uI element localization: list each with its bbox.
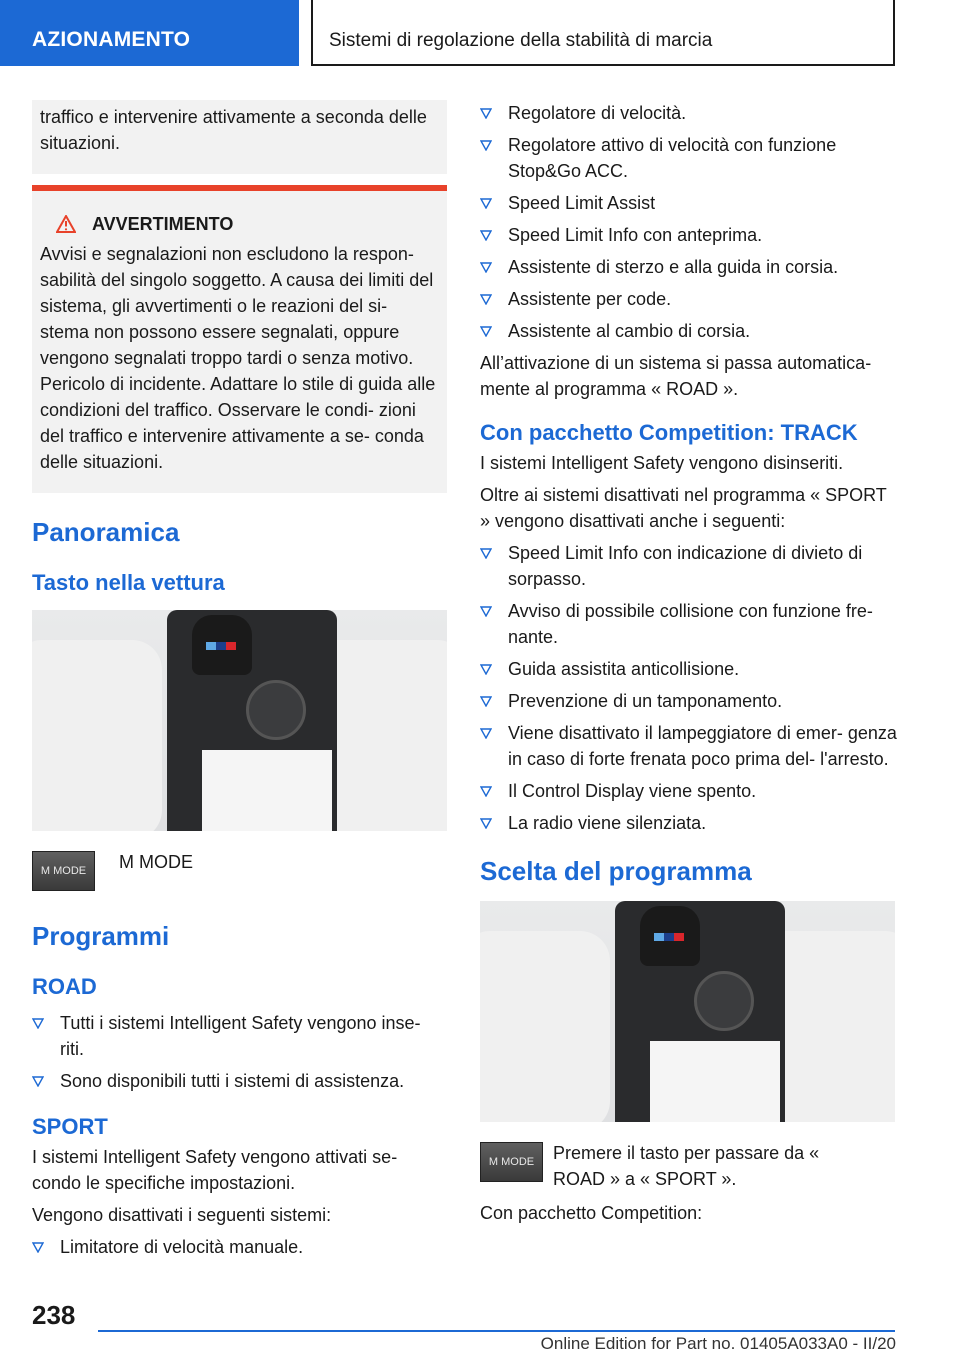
bullet-triangle-icon — [480, 318, 508, 344]
heading-road: ROAD — [32, 974, 97, 999]
list-item — [480, 318, 898, 344]
sport-text-2: Vengono disattivati i seguenti sistemi: — [32, 1205, 332, 1225]
list-item-text: Il Control Display viene spento. — [508, 781, 757, 801]
bullet-triangle-icon — [32, 1234, 60, 1260]
press-text: Premere il tasto per passare da « ROAD » a « SPORT ». — [553, 1143, 820, 1189]
bullet-triangle-icon — [480, 254, 508, 280]
bullet-triangle-icon — [480, 132, 508, 184]
left-column — [32, 100, 447, 1266]
storage-tray — [650, 1041, 780, 1122]
list-item — [480, 540, 898, 592]
list-item — [480, 100, 898, 126]
controller-knob — [246, 680, 306, 740]
list-item-text: Speed Limit Assist — [508, 193, 656, 213]
edition-text: Online Edition for Part no. 01405A033A0 - II/20 — [540, 1334, 896, 1353]
list-item-text: Speed Limit Info con anteprima. — [508, 225, 763, 245]
list-item-text: Guida assistita anticollisione. — [508, 659, 740, 679]
bullet-triangle-icon — [480, 778, 508, 804]
console-photo — [32, 610, 447, 831]
warning-title — [40, 211, 439, 237]
heading-track: Con pacchetto Competition: TRACK — [480, 420, 858, 445]
warning-triangle-icon — [56, 215, 76, 233]
section-tab: AZIONAMENTO — [0, 0, 299, 66]
list-item-text: Tutti i sistemi Intelligent Safety vengono inse- riti. — [60, 1013, 421, 1059]
intro-text: traffico e intervenire attivamente a seconda delle situazioni. — [40, 107, 427, 153]
bullet-triangle-icon — [480, 286, 508, 312]
bullet-triangle-icon — [480, 720, 508, 772]
mmode-row-2 — [480, 1142, 898, 1192]
list-item-text: Assistente di sterzo e alla guida in corsia. — [508, 257, 839, 277]
m-logo-icon — [206, 642, 236, 650]
bullet-triangle-icon — [480, 222, 508, 248]
bullet-triangle-icon — [480, 598, 508, 650]
mmode-button-icon: M MODE — [32, 851, 95, 891]
heading-tasto: Tasto nella vettura — [32, 570, 225, 595]
list-item-text: La radio viene silenziata. — [508, 813, 707, 833]
sport-text-1: I sistemi Intelligent Safety vengono attivati se- condo le specifiche impostazioni. — [32, 1147, 398, 1193]
bullet-triangle-icon — [32, 1068, 60, 1094]
list-item — [480, 720, 898, 772]
bullet-triangle-icon — [480, 688, 508, 714]
list-item-text: Avviso di possibile collisione con funzione fre- nante. — [508, 601, 873, 647]
competition-text: Con pacchetto Competition: — [480, 1203, 703, 1223]
track-text-1: I sistemi Intelligent Safety vengono disinseriti. — [480, 453, 844, 473]
right-column — [480, 100, 898, 1226]
console-photo-2 — [480, 901, 895, 1122]
list-item — [480, 656, 898, 682]
list-item — [480, 688, 898, 714]
list-item-text: Limitatore di velocità manuale. — [60, 1237, 304, 1257]
heading-sport: SPORT — [32, 1114, 108, 1139]
m-logo-icon — [654, 933, 684, 941]
bullet-triangle-icon — [480, 190, 508, 216]
list-item-text: Assistente al cambio di corsia. — [508, 321, 751, 341]
list-item — [480, 222, 898, 248]
warning-title-text: AVVERTIMENTO — [92, 214, 234, 234]
list-item — [480, 190, 898, 216]
list-item-text: Speed Limit Info con indicazione di divieto di sorpasso. — [508, 543, 863, 589]
list-item-text: Sono disponibili tutti i sistemi di assistenza. — [60, 1071, 405, 1091]
page-number: 238 — [32, 1300, 76, 1330]
heading-scelta: Scelta del programma — [480, 856, 752, 886]
bullet-triangle-icon — [480, 100, 508, 126]
bullet-triangle-icon — [32, 1010, 60, 1062]
bullet-triangle-icon — [480, 656, 508, 682]
mmode-label: M MODE — [119, 852, 193, 872]
road-auto-text: All’attivazione di un sistema si passa automatica- mente al programma « ROAD ». — [480, 353, 872, 399]
list-item — [32, 1234, 447, 1260]
intro-note — [32, 100, 447, 174]
seat-left — [480, 931, 610, 1122]
list-item — [480, 132, 898, 184]
list-item-text: Regolatore di velocità. — [508, 103, 687, 123]
storage-tray — [202, 750, 332, 831]
heading-programmi: Programmi — [32, 921, 170, 951]
bullet-triangle-icon — [480, 540, 508, 592]
list-item — [480, 286, 898, 312]
list-item — [480, 598, 898, 650]
seat-left — [32, 640, 162, 831]
list-item — [480, 254, 898, 280]
list-item-text: Viene disattivato il lampeggiatore di emer- genza in caso di forte frenata poco prima del- l'arresto. — [508, 723, 897, 769]
warning-text: Avvisi e segnalazioni non escludono la respon- sabilità del singolo soggetto. A causa dei limiti del sistema, gli avvertimenti o le reazioni del si- stema non possono essere segnalati, oppure vengono segnalati troppo tardi o senza motivo. Pericolo di incidente. Adattare lo stile di guida alle condizioni del traffico. Osservare le condi- zioni del traffico e intervenire attivamente a se- conda delle situazioni. — [40, 244, 436, 472]
list-item — [480, 810, 898, 836]
list-item — [32, 1068, 447, 1094]
warning-box — [32, 185, 447, 493]
footer-rule — [98, 1330, 895, 1332]
track-text-2: Oltre ai sistemi disattivati nel programma « SPORT » vengono disattivati anche i seguenti: — [480, 485, 887, 531]
list-item-text: Assistente per code. — [508, 289, 672, 309]
chapter-title: Sistemi di regolazione della stabilità di marcia — [311, 0, 895, 66]
heading-panoramica: Panoramica — [32, 517, 180, 547]
controller-knob — [694, 971, 754, 1031]
page-footer — [0, 1290, 960, 1362]
mmode-row — [32, 851, 447, 891]
list-item-text: Regolatore attivo di velocità con funzione Stop&Go ACC. — [508, 135, 837, 181]
mmode-button-icon: M MODE — [480, 1142, 543, 1182]
list-item — [32, 1010, 447, 1062]
page-header — [0, 0, 960, 66]
list-item-text: Prevenzione di un tamponamento. — [508, 691, 783, 711]
bullet-triangle-icon — [480, 810, 508, 836]
list-item — [480, 778, 898, 804]
